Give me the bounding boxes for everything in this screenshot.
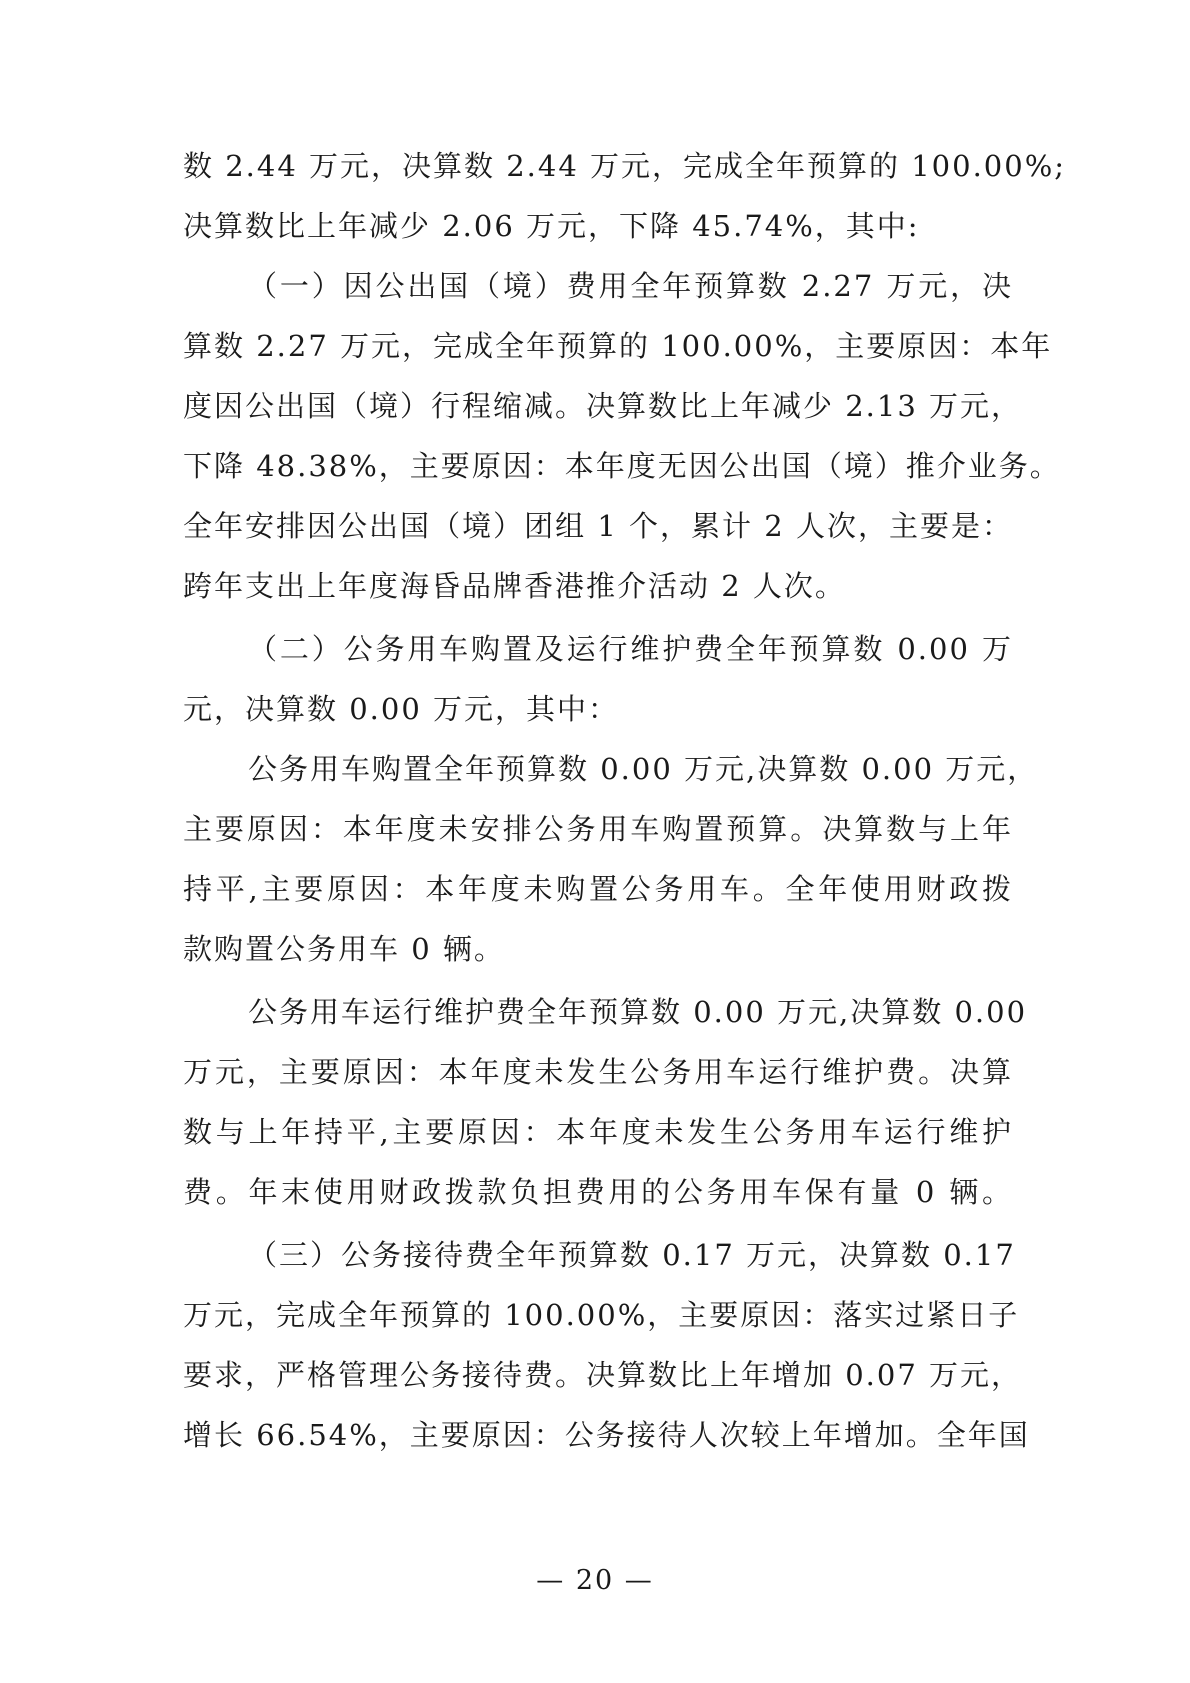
text-line: 增长 66.54%，主要原因：公务接待人次较上年增加。全年国: [183, 1418, 1030, 1452]
text-line: 元，决算数 0.00 万元，其中：: [183, 692, 620, 726]
text-line: 费。年末使用财政拨款负担费用的公务用车保有量 0 辆。: [183, 1175, 1013, 1209]
text-line: 款购置公务用车 0 辆。: [183, 932, 505, 966]
text-line: 持平,主要原因：本年度未购置公务用车。全年使用财政拨: [183, 872, 1013, 906]
text-line: 数与上年持平,主要原因：本年度未发生公务用车运行维护: [183, 1115, 1013, 1149]
text-line: 公务用车购置全年预算数 0.00 万元,决算数 0.00 万元，: [248, 752, 1039, 786]
text-line: 度因公出国（境）行程缩减。决算数比上年减少 2.13 万元，: [183, 389, 1023, 423]
text-line: 主要原因：本年度未安排公务用车购置预算。决算数与上年: [183, 812, 1013, 846]
text-line: 万元，完成全年预算的 100.00%，主要原因：落实过紧日子: [183, 1298, 1020, 1332]
text-line: 万元，主要原因：本年度未发生公务用车运行维护费。决算: [183, 1055, 1013, 1089]
text-line: 决算数比上年减少 2.06 万元，下降 45.74%，其中:: [183, 209, 920, 243]
text-line: 要求，严格管理公务接待费。决算数比上年增加 0.07 万元，: [183, 1358, 1023, 1392]
text-line: 公务用车运行维护费全年预算数 0.00 万元,决算数 0.00: [248, 995, 1028, 1029]
text-line: 数 2.44 万元，决算数 2.44 万元，完成全年预算的 100.00%;: [183, 149, 1067, 183]
paragraph-heading-3: （三）公务接待费全年预算数 0.17 万元，决算数 0.17: [248, 1238, 1016, 1272]
text-line: 全年安排因公出国（境）团组 1 个，累计 2 人次，主要是：: [183, 509, 1013, 543]
text-line: 算数 2.27 万元，完成全年预算的 100.00%，主要原因：本年: [183, 329, 1053, 363]
text-line: 跨年支出上年度海昏品牌香港推介活动 2 人次。: [183, 569, 846, 603]
paragraph-heading-2: （二）公务用车购置及运行维护费全年预算数 0.00 万: [248, 632, 1013, 666]
paragraph-heading-1: （一）因公出国（境）费用全年预算数 2.27 万元，决: [248, 269, 1013, 303]
text-line: 下降 48.38%，主要原因：本年度无因公出国（境）推介业务。: [183, 449, 1061, 483]
page-number: — 20 —: [536, 1565, 654, 1596]
